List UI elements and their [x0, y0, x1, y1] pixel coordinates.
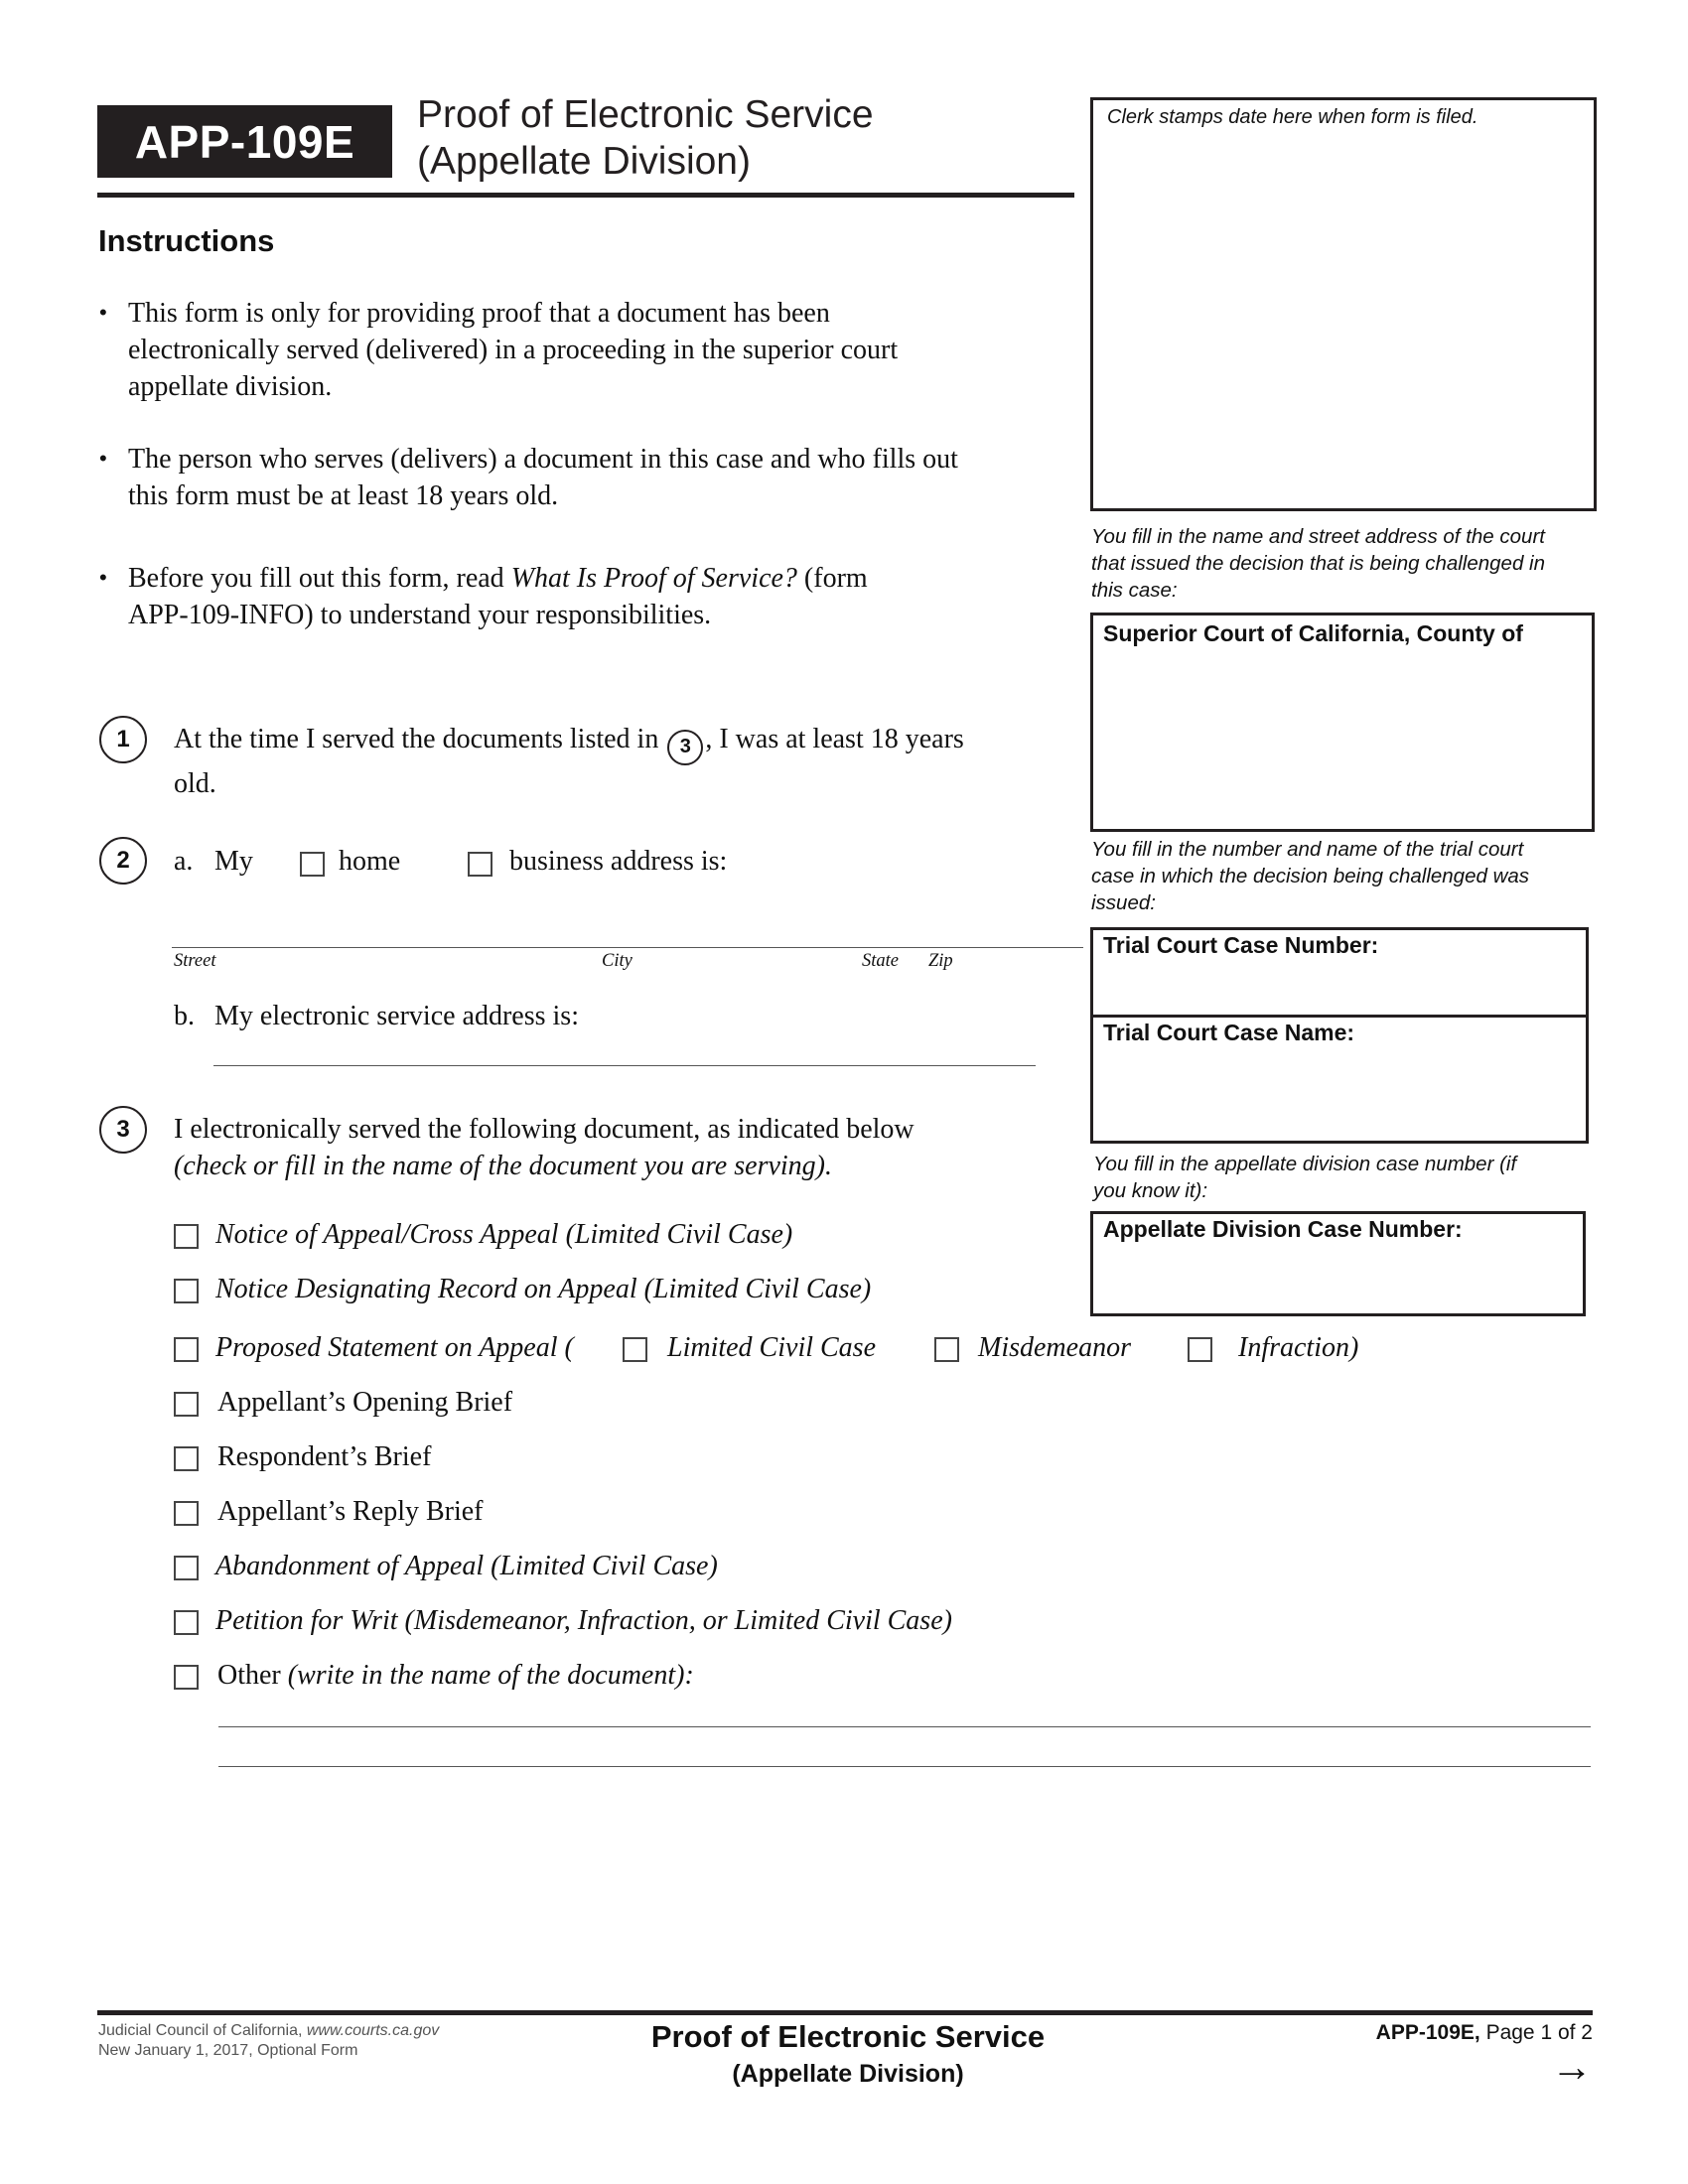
instructions-heading: Instructions	[98, 223, 275, 258]
item-1-text: At the time I served the documents listed in 3 , I was at least 18 years old.	[174, 724, 964, 799]
appellate-instruction: You fill in the appellate division case number (if you know it):	[1093, 1153, 1517, 1202]
bullet-dot: •	[99, 446, 107, 471]
footer-page-info: APP-109E, Page 1 of 2	[1375, 2021, 1593, 2044]
form-title-line1: Proof of Electronic Service	[417, 93, 874, 136]
item-1-number: 1	[99, 716, 147, 763]
item-2a-my: My	[214, 846, 253, 877]
doc-proposed-statement: Proposed Statement on Appeal (	[215, 1332, 574, 1363]
item-3-reference: 3	[667, 730, 703, 765]
bullet-dot: •	[99, 300, 107, 325]
item-2-number: 2	[99, 837, 147, 885]
trial-case-name-label: Trial Court Case Name:	[1103, 1020, 1355, 1045]
address-input-line[interactable]	[172, 947, 1083, 948]
bullet-dot: •	[99, 565, 107, 590]
instruction-bullet-3: • Before you fill out this form, read What Is Proof of Service? (form APP-109-INFO) to understand your responsibilities.	[128, 560, 868, 633]
item-2b-text: My electronic service address is:	[214, 1001, 579, 1031]
trial-instruction: You fill in the number and name of the trial court case in which the decision being challenged was issued:	[1091, 838, 1530, 914]
city-label: City	[602, 951, 633, 971]
doc-checkbox-other[interactable]	[174, 1665, 199, 1690]
doc-checkbox-notice-of-appeal[interactable]	[174, 1224, 199, 1249]
street-label: Street	[174, 951, 216, 971]
statement-infraction-checkbox[interactable]	[1188, 1337, 1212, 1362]
home-checkbox[interactable]	[300, 852, 325, 877]
doc-checkbox-proposed-statement[interactable]	[174, 1337, 199, 1362]
home-label: home	[339, 846, 401, 877]
instruction-bullet-2: • The person who serves (delivers) a document in this case and who fills out this form must be at least 18 years old.	[128, 441, 958, 514]
item-3-number: 3	[99, 1106, 147, 1154]
doc-other: Other (write in the name of the document):	[217, 1660, 694, 1691]
footer-title-line2: (Appellate Division)	[732, 2060, 964, 2088]
statement-limited-civil-checkbox[interactable]	[623, 1337, 647, 1362]
court-instruction: You fill in the name and street address of the court that issued the decision that is being challenged in this case:	[1091, 525, 1546, 602]
trial-case-divider	[1093, 1015, 1586, 1018]
footer-rule	[97, 2010, 1593, 2015]
statement-misdemeanor-checkbox[interactable]	[934, 1337, 959, 1362]
doc-checkbox-petition-writ[interactable]	[174, 1610, 199, 1635]
other-document-line-2[interactable]	[218, 1766, 1591, 1767]
header-rule	[97, 193, 1074, 198]
appellate-case-number-field[interactable]	[1090, 1211, 1586, 1316]
electronic-address-input-line[interactable]	[213, 1065, 1036, 1066]
other-document-line-1[interactable]	[218, 1726, 1591, 1727]
doc-checkbox-reply-brief[interactable]	[174, 1501, 199, 1526]
business-checkbox[interactable]	[468, 852, 492, 877]
statement-misdemeanor-label: Misdemeanor	[978, 1332, 1131, 1363]
footer-title-line1: Proof of Electronic Service	[650, 2019, 1046, 2054]
trial-case-box	[1090, 927, 1589, 1144]
item-2a-label: a.	[174, 846, 194, 877]
court-box-label: Superior Court of California, County of	[1103, 620, 1523, 646]
next-page-arrow-icon: →	[1551, 2043, 1593, 2090]
doc-checkbox-respondents-brief[interactable]	[174, 1446, 199, 1471]
doc-checkbox-opening-brief[interactable]	[174, 1392, 199, 1417]
clerk-stamp-note: Clerk stamps date here when form is filed.	[1107, 106, 1478, 128]
doc-notice-of-appeal: Notice of Appeal/Cross Appeal (Limited Civil Case)	[215, 1219, 793, 1250]
clerk-stamp-box	[1090, 97, 1597, 511]
business-label: business address is:	[509, 846, 728, 877]
doc-petition-writ: Petition for Writ (Misdemeanor, Infraction, or Limited Civil Case)	[215, 1605, 952, 1636]
form-id-badge: APP-109E	[97, 105, 392, 178]
doc-opening-brief: Appellant’s Opening Brief	[217, 1387, 513, 1418]
zip-label: Zip	[928, 951, 953, 971]
appellate-case-number-label: Appellate Division Case Number:	[1103, 1216, 1463, 1242]
item-2b-label: b.	[174, 1001, 195, 1031]
trial-case-number-label: Trial Court Case Number:	[1103, 932, 1379, 958]
court-name-field[interactable]	[1090, 613, 1595, 832]
instruction-bullet-1: • This form is only for providing proof that a document has been electronically served (delivered) in a proceeding in the superior court appellate division.	[128, 295, 898, 405]
doc-notice-designating: Notice Designating Record on Appeal (Limited Civil Case)	[215, 1274, 872, 1304]
doc-reply-brief: Appellant’s Reply Brief	[217, 1496, 484, 1527]
statement-infraction-label: Infraction)	[1238, 1332, 1359, 1363]
doc-respondents-brief: Respondent’s Brief	[217, 1441, 432, 1472]
form-title-line2: (Appellate Division)	[417, 140, 751, 183]
state-label: State	[862, 951, 899, 971]
footer-publisher: Judicial Council of California, www.courts.ca.gov New January 1, 2017, Optional Form	[98, 2022, 440, 2059]
statement-limited-civil-label: Limited Civil Case	[667, 1332, 876, 1363]
doc-checkbox-notice-designating[interactable]	[174, 1279, 199, 1303]
item-3-text: I electronically served the following document, as indicated below (check or fill in the name of the document you are serving).	[174, 1114, 914, 1181]
doc-checkbox-abandonment[interactable]	[174, 1556, 199, 1580]
doc-abandonment: Abandonment of Appeal (Limited Civil Case)	[215, 1551, 718, 1581]
